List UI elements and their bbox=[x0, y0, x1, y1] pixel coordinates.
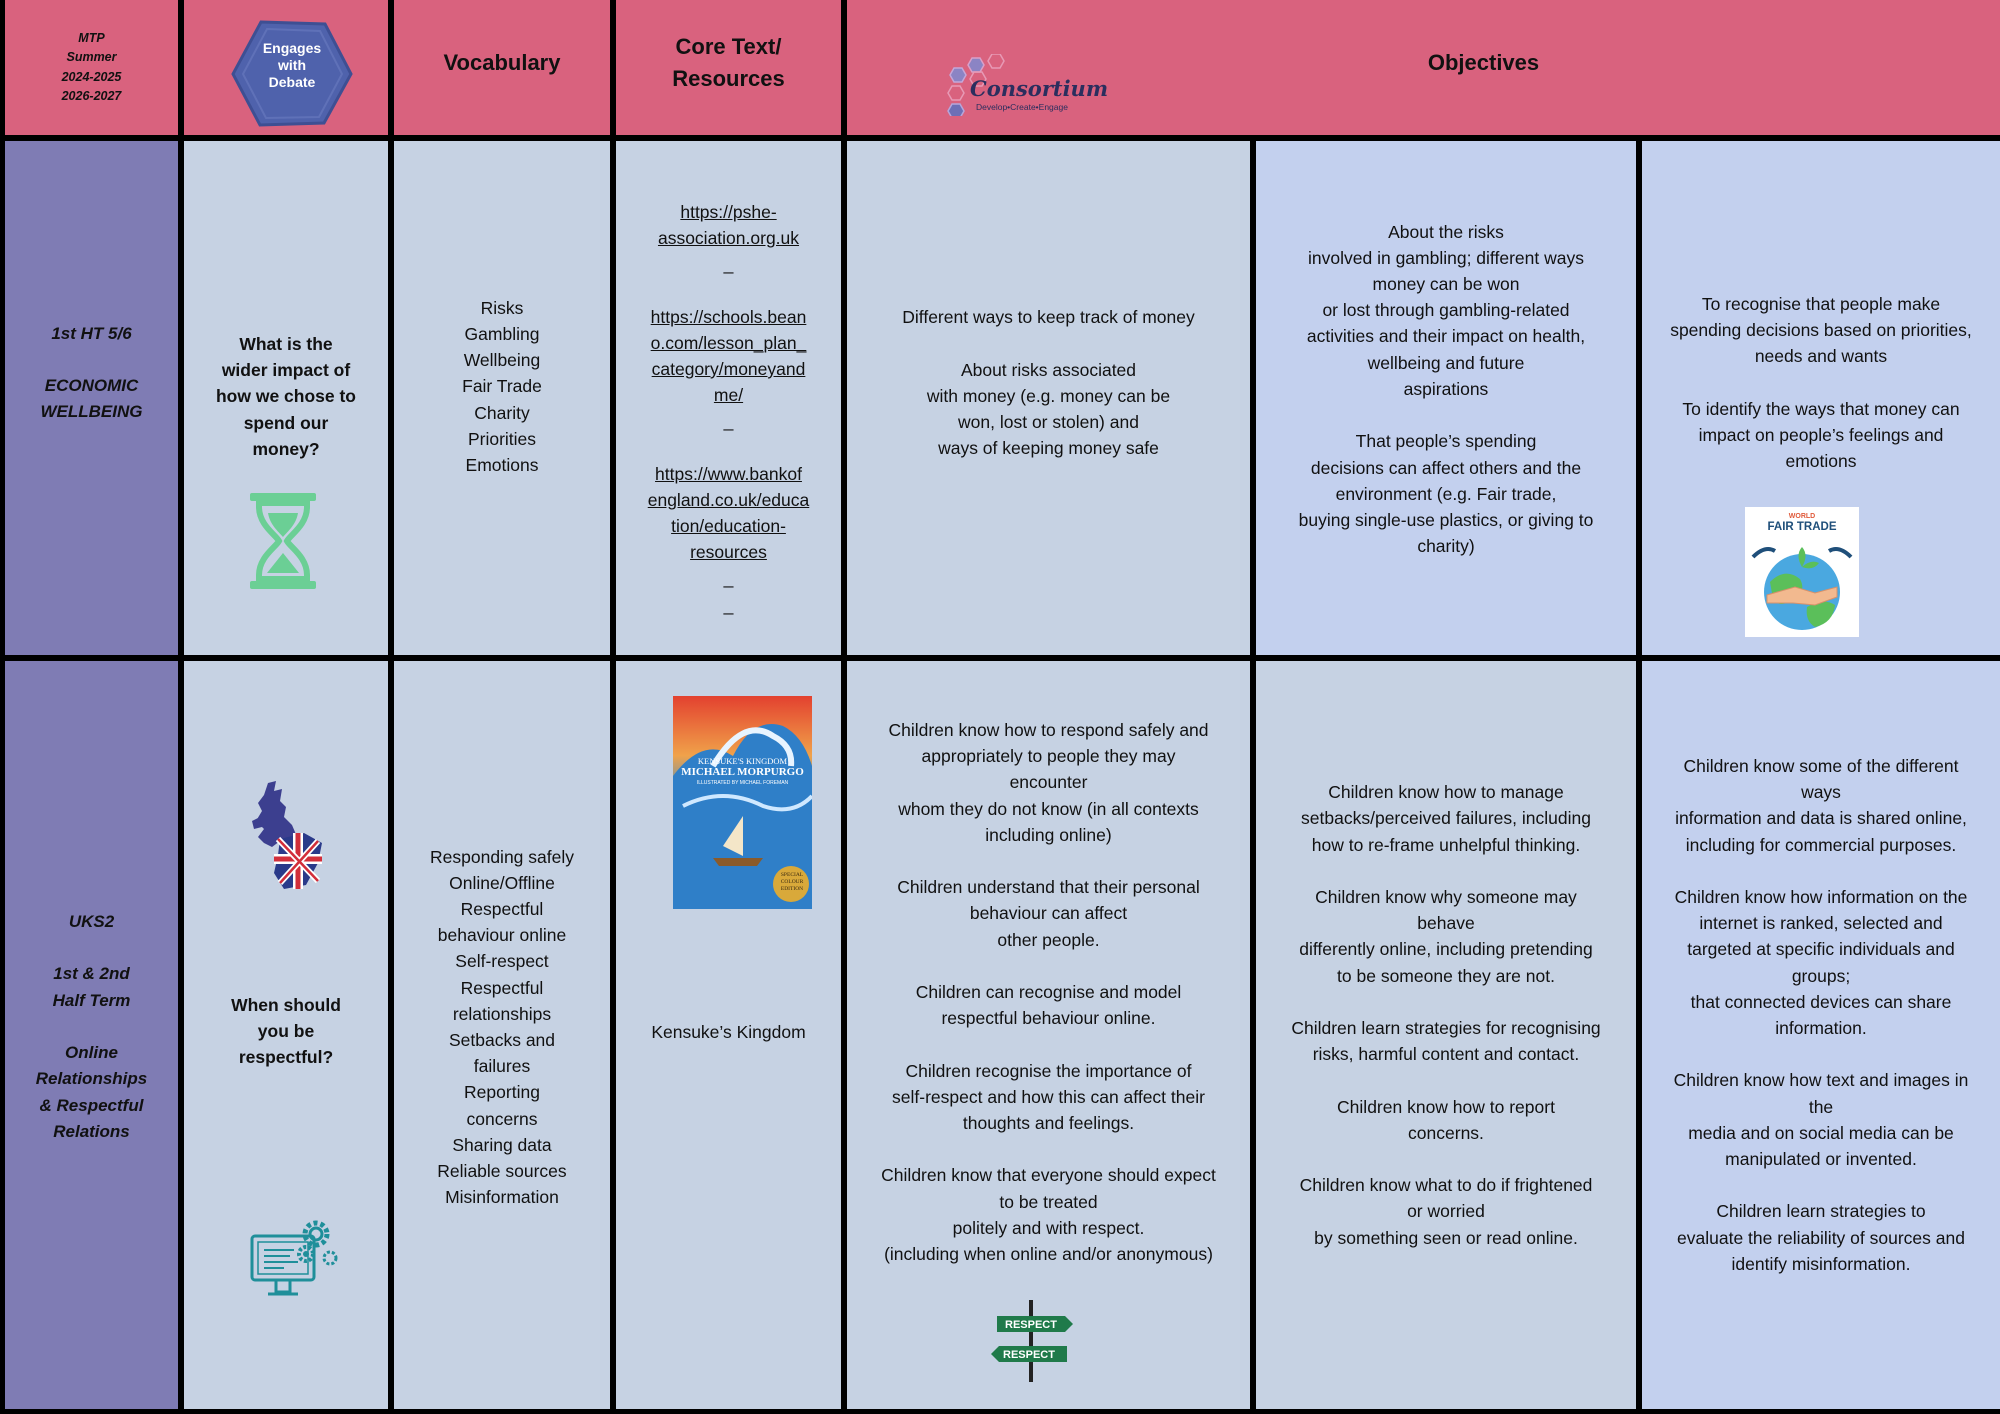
row2-vocab-cell bbox=[394, 661, 610, 1409]
uk-map-icon bbox=[250, 781, 324, 889]
row2-objective-1: Children know how to respond safely and appropriately to people they may encounter whom they do not know (in all contexts including online) Children understand that their personal behaviour can affect other people. Children can recognise and model respectful behaviour online. Children recognise the importance of self-respect and how this can affect their thoughts and feelings. Children know that everyone should expect to be treated politely and with respect. (including when online and/or anonymous) bbox=[881, 720, 1216, 1265]
separator: _ bbox=[723, 568, 734, 589]
row1-vocabulary-list: Risks Gambling Wellbeing Fair Trade Charity Priorities Emotions bbox=[462, 297, 542, 475]
badge-text: Engages with Debate bbox=[262, 40, 322, 90]
header-objectives-cell bbox=[847, 0, 2000, 135]
header-meta-cell bbox=[5, 0, 178, 135]
logo-wordmark: Consortium bbox=[970, 76, 1109, 101]
row1-objective-2: About the risks involved in gambling; different ways money can be won or lost through gambling-related activities and their impact on health, wellbeing and future aspirations That people’s spending decisions can affect others and the environment (e.g. Fair trade, buying single-use plastics, or giving to charity) bbox=[1298, 221, 1594, 557]
kensukes-kingdom-book-cover bbox=[673, 696, 812, 909]
header-vocabulary-cell bbox=[394, 0, 610, 135]
separator: _ bbox=[723, 411, 734, 432]
beano-lesson-plan-link[interactable]: https://schools.bean o.com/lesson_plan_ category/moneyand me/ bbox=[650, 306, 807, 406]
row1-topic-cell bbox=[5, 141, 178, 655]
book-cover-author: MICHAEL MORPURGO bbox=[681, 766, 804, 778]
fair-trade-image bbox=[1745, 507, 1859, 637]
row1-question-cell bbox=[184, 141, 388, 655]
pshe-association-link[interactable]: https://pshe- association.org.uk bbox=[657, 202, 800, 249]
row2-question-cell bbox=[184, 661, 388, 1409]
row2-topic: UKS2 1st & 2nd Half Term Online Relationships & Respectful Relations bbox=[35, 912, 148, 1141]
row1-topic: 1st HT 5/6 ECONOMIC WELLBEING bbox=[40, 323, 143, 422]
row1-question: What is the wider impact of how we chose to spend our money? bbox=[215, 334, 357, 459]
row2-question: When should you be respectful? bbox=[231, 995, 341, 1068]
row1-objective-2-cell bbox=[1256, 141, 1636, 655]
core-text-heading: Core Text/ Resources bbox=[672, 33, 785, 91]
row2-objective-3-cell bbox=[1642, 661, 2000, 1409]
row2-objective-2-cell bbox=[1256, 661, 1636, 1409]
header-badge-cell bbox=[184, 0, 388, 135]
row2-topic-cell bbox=[5, 661, 178, 1409]
separator: _ bbox=[723, 594, 734, 615]
consortium-logo bbox=[944, 54, 1124, 118]
respect-signpost-icon bbox=[989, 1300, 1073, 1382]
header-core-text-cell bbox=[616, 0, 841, 135]
sign-text-bottom: RESPECT bbox=[1003, 1349, 1055, 1361]
objectives-heading: Objectives bbox=[1427, 50, 1540, 75]
row1-objective-3-cell bbox=[1642, 141, 2000, 655]
plan-period: MTP Summer 2024-2025 2026-2027 bbox=[61, 30, 122, 103]
row1-vocab-cell bbox=[394, 141, 610, 655]
bank-of-england-link[interactable]: https://www.bankof england.co.uk/educa tion/education- resources bbox=[647, 463, 810, 563]
row2-objective-3: Children know some of the different ways information and data is shared online, including for commercial purposes. Children know how information on the internet is ranked, selected and targeted at specific individuals and groups; that connected devices can share information. Children know how text and images in the media and on social media can be manipulated or invented. Children learn strategies to evaluate the reliability of sources and identify misinformation. bbox=[1673, 755, 1969, 1274]
row2-objective-2: Children know how to manage setbacks/perceived failures, including how to re-frame unhelpful thinking. Children know why someone may behave differently online, including pretending to be someone they are not. Children learn strategies for recognising risks, harmful content and contact. Children know how to report concerns. Children know what to do if frightened or worried by something seen or read online. bbox=[1291, 782, 1601, 1248]
row2-resources-cell bbox=[616, 661, 841, 1409]
vocabulary-heading: Vocabulary bbox=[443, 49, 561, 75]
row2-objective-1-cell bbox=[847, 661, 1250, 1409]
book-title: Kensuke’s Kingdom bbox=[651, 1022, 806, 1042]
sign-text-top: RESPECT bbox=[1005, 1319, 1057, 1331]
fair-trade-world-label: WORLD bbox=[1788, 513, 1816, 520]
computer-settings-icon bbox=[250, 1218, 340, 1302]
logo-tagline: Develop•Create•Engage bbox=[976, 102, 1068, 112]
row1-objective-1: Different ways to keep track of money About risks associated with money (e.g. money can be won, lost or stolen) and ways of keeping money safe bbox=[902, 307, 1195, 459]
separator: _ bbox=[723, 254, 734, 275]
row1-objective-3: To recognise that people make spending decisions based on priorities, needs and wants To identify the ways that money can impact on people’s feelings and emotions bbox=[1670, 294, 1972, 472]
row1-resources-cell bbox=[616, 141, 841, 655]
fair-trade-title: FAIR TRADE bbox=[1767, 521, 1837, 533]
row1-objective-1-cell bbox=[847, 141, 1250, 655]
book-cover-title: KENSUKE'S KINGDOM bbox=[697, 756, 788, 766]
hourglass-icon bbox=[250, 493, 316, 589]
globe-handshake-icon bbox=[1745, 537, 1859, 637]
row2-vocabulary-list: Responding safely Online/Offline Respectful behaviour online Self-respect Respectful relationships Setbacks and failures Reporting concerns Sharing data Reliable sources Misinformation bbox=[430, 846, 574, 1208]
book-cover-badge: SPECIAL COLOUR EDITION bbox=[780, 872, 804, 892]
book-cover-illustrator: ILLUSTRATED BY MICHAEL FOREMAN bbox=[696, 780, 789, 786]
